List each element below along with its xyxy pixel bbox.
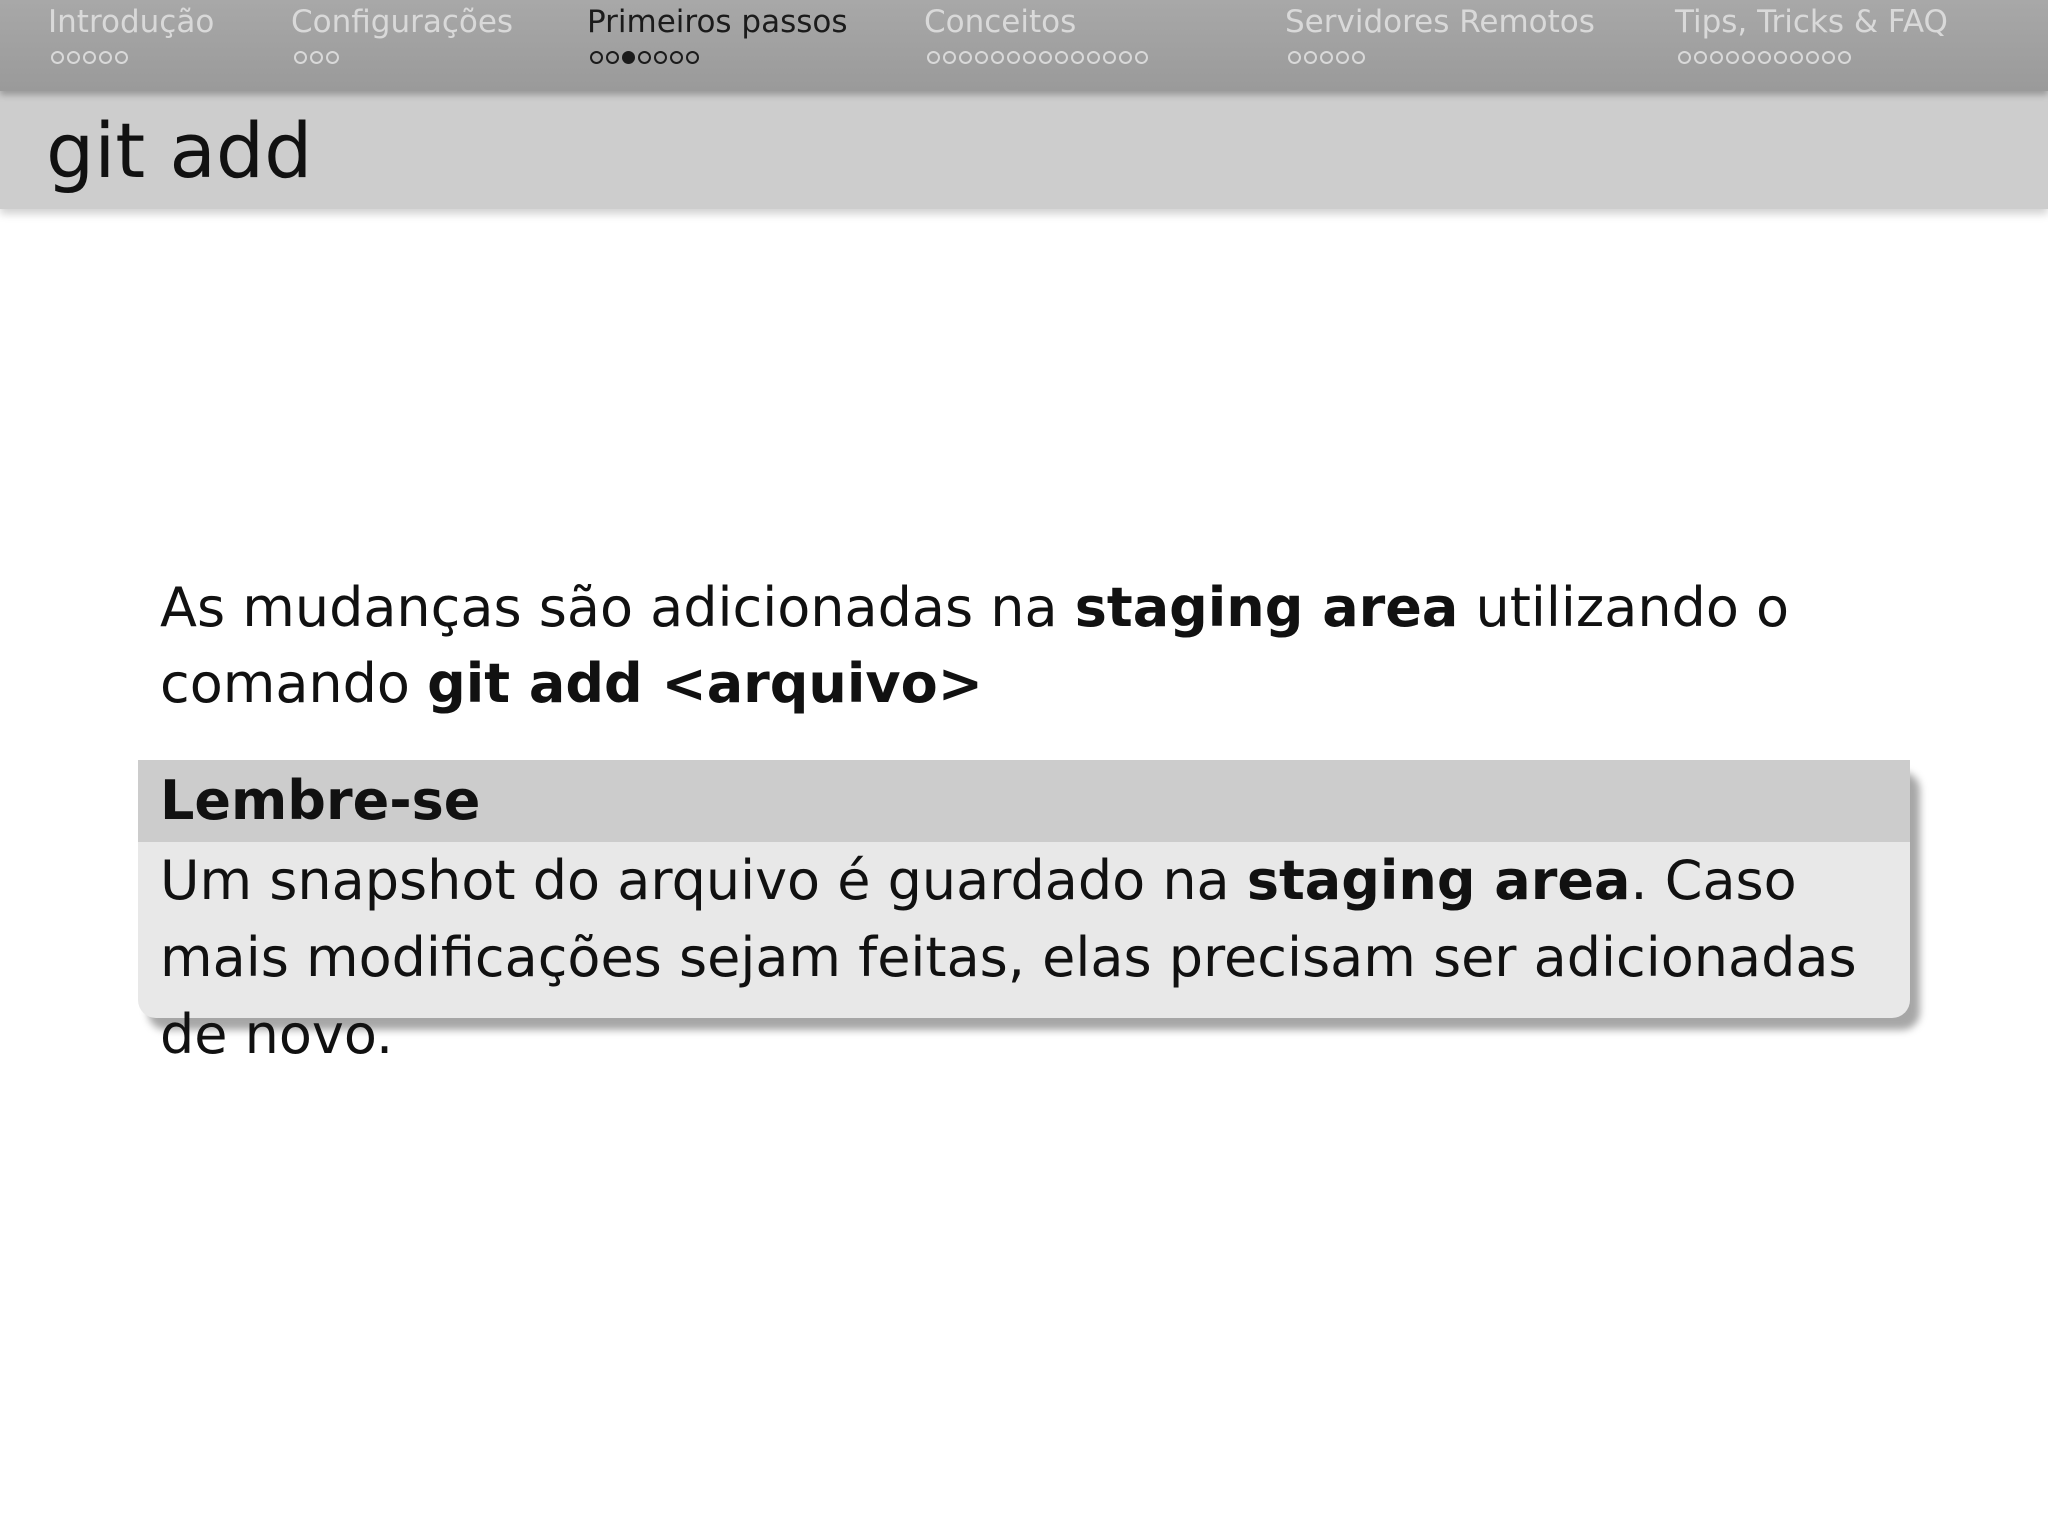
nav-slide-dots [590,51,848,64]
slide-dot[interactable] [294,51,307,64]
nav-section-label: Introdução [48,4,215,40]
slide-dot[interactable] [310,51,323,64]
slide-dot[interactable] [638,51,651,64]
nav-slide-dots [294,51,513,64]
slide-dot[interactable] [1774,51,1787,64]
nav-section-introducao[interactable] [48,2,214,64]
slide-dot[interactable] [1119,51,1132,64]
slide-dot[interactable] [606,51,619,64]
slide-dot[interactable] [1352,51,1365,64]
slide-dot[interactable] [1007,51,1020,64]
slide-dot[interactable] [654,51,667,64]
nav-slide-dots [51,51,214,64]
nav-section-conceitos[interactable] [924,2,1148,64]
intro-text-1: As mudanças são adicionadas na [160,576,1075,639]
slide-dot[interactable] [1320,51,1333,64]
slide-dot[interactable] [1710,51,1723,64]
slide-dot[interactable] [67,51,80,64]
nav-section-label: Conceitos [924,4,1077,40]
slide-dot[interactable] [991,51,1004,64]
slide-dot[interactable] [51,51,64,64]
block-text-1: Um snapshot do arquivo é guardado na [160,849,1247,912]
slide-dot[interactable] [1135,51,1148,64]
slide-dot[interactable] [1822,51,1835,64]
nav-slide-dots [1288,51,1595,64]
slide-dot[interactable] [99,51,112,64]
slide-dot[interactable] [83,51,96,64]
slide-dot[interactable] [1336,51,1349,64]
nav-section-label: Tips, Tricks & FAQ [1675,4,1948,40]
slide-dot[interactable] [943,51,956,64]
block-body [138,842,1910,1073]
intro-text-2: utilizando o comando [160,576,1790,715]
nav-section-label: Configurações [291,4,514,40]
nav-section-tips-tricks-faq[interactable] [1675,2,1948,64]
slide-dot[interactable] [1758,51,1771,64]
slide-dot[interactable] [1806,51,1819,64]
slide-dot[interactable] [686,51,699,64]
slide-dot[interactable] [326,51,339,64]
block-title: Lembre-se [138,760,1910,842]
nav-slide-dots [1678,51,1948,64]
slide-dot[interactable] [1103,51,1116,64]
slide-dot[interactable] [1726,51,1739,64]
nav-section-label: Primeiros passos [587,4,848,40]
block-bold-staging-area: staging area [1246,849,1631,912]
slide-dot[interactable] [590,51,603,64]
nav-section-label: Servidores Remotos [1285,4,1595,40]
slide-dot[interactable] [115,51,128,64]
slide-dot[interactable] [1087,51,1100,64]
slide-dot[interactable] [1304,51,1317,64]
slide-dot[interactable] [1742,51,1755,64]
section-navigation-bar [0,0,2048,91]
nav-section-servidores-remotos[interactable] [1285,2,1595,64]
nav-section-primeiros-passos[interactable] [587,2,848,64]
slide-dot[interactable] [1694,51,1707,64]
intro-paragraph [160,570,1920,722]
slide-dot[interactable] [975,51,988,64]
slide-dot[interactable] [1288,51,1301,64]
nav-slide-dots [927,51,1148,64]
block-text-2: . Caso mais modificações sejam feitas, elas precisam ser adicionadas de novo. [160,849,1857,1066]
nav-section-configuracoes[interactable] [291,2,513,64]
current-slide-dot[interactable] [622,51,635,64]
slide-dot[interactable] [1055,51,1068,64]
slide-dot[interactable] [1790,51,1803,64]
intro-bold-staging-area: staging area [1074,576,1459,639]
slide-dot[interactable] [670,51,683,64]
intro-bold-command: git add <arquivo> [427,652,983,715]
slide-dot[interactable] [1678,51,1691,64]
remember-block [138,760,1910,1066]
slide-dot[interactable] [1838,51,1851,64]
slide-dot[interactable] [959,51,972,64]
slide-dot[interactable] [1023,51,1036,64]
slide-dot[interactable] [927,51,940,64]
slide-dot[interactable] [1071,51,1084,64]
slide-title-bar [0,91,2048,209]
slide-title: git add [46,106,313,195]
slide-dot[interactable] [1039,51,1052,64]
